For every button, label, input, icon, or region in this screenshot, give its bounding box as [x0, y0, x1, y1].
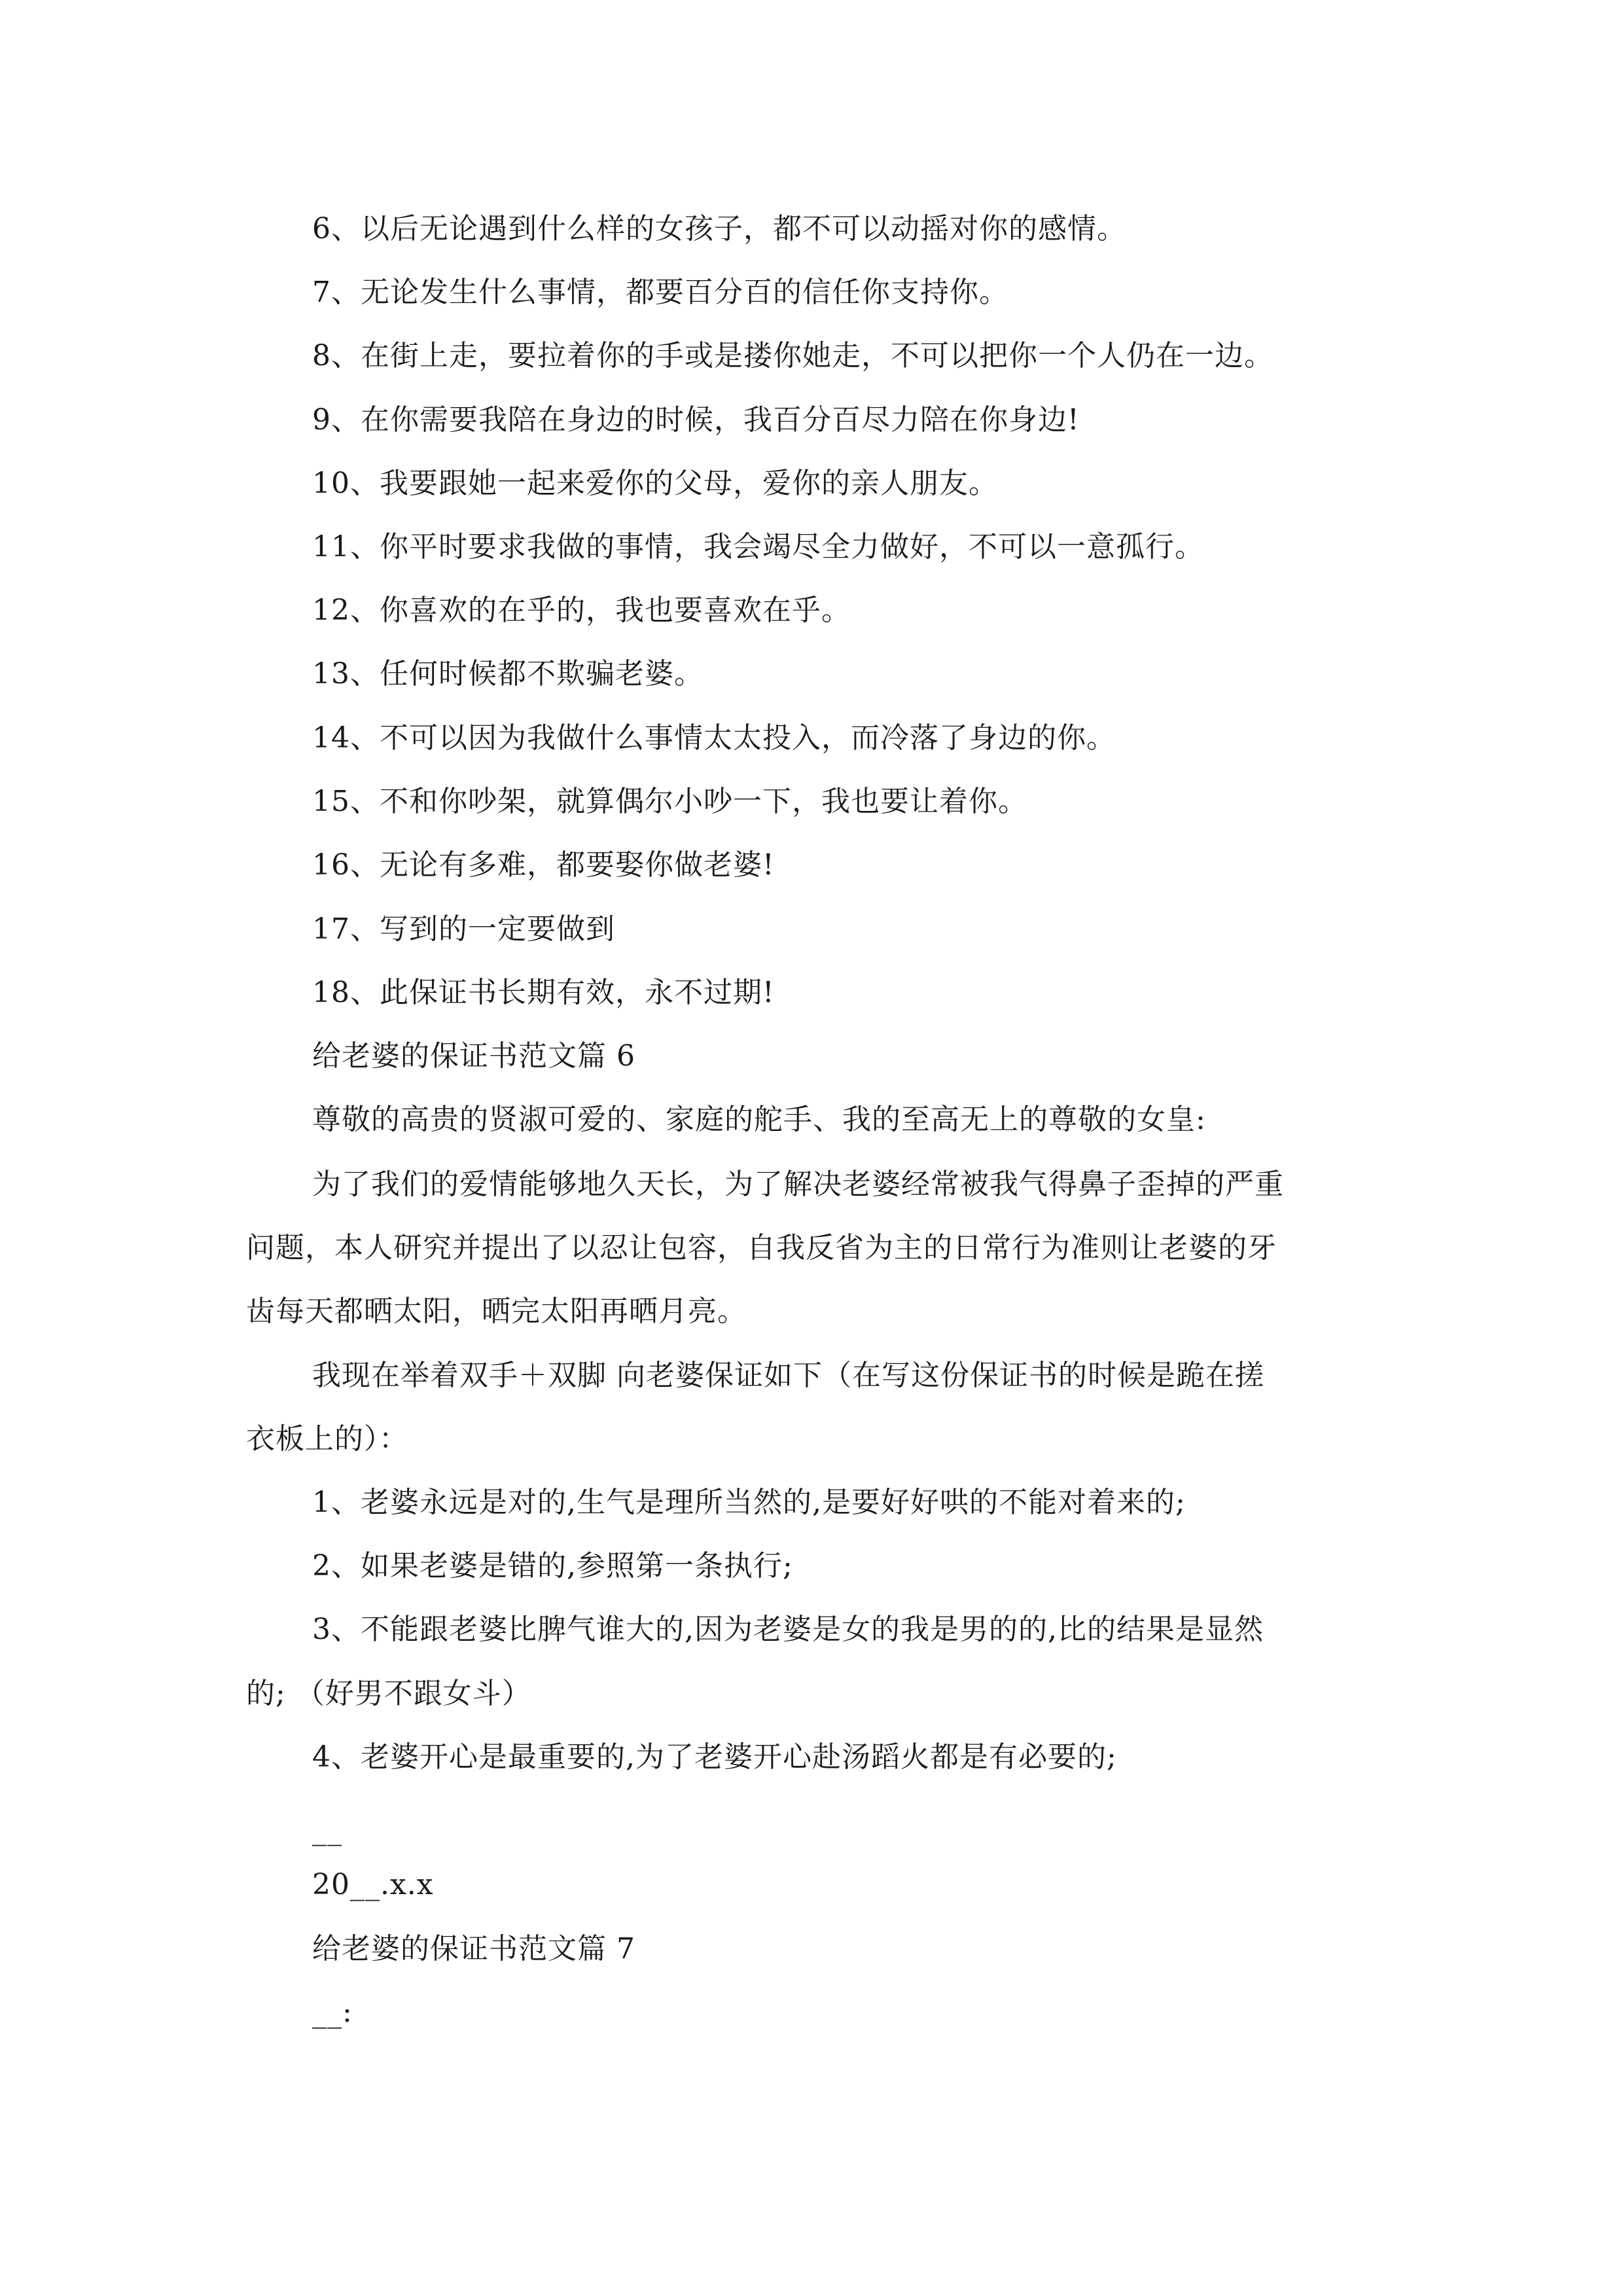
- rule-item: 的; （好男不跟女斗）: [246, 1677, 531, 1710]
- rule-item: 1、老婆永远是对的,生气是理所当然的,是要好好哄的不能对着来的;: [312, 1486, 1186, 1519]
- rule-item: 3、不能跟老婆比脾气谁大的,因为老婆是女的我是男的的,比的结果是显然: [312, 1613, 1264, 1646]
- list-item: 17、写到的一定要做到: [312, 912, 615, 946]
- signature-blank: __: [312, 1813, 342, 1846]
- rule-item: 4、老婆开心是最重要的,为了老婆开心赴汤蹈火都是有必要的;: [312, 1740, 1117, 1774]
- rule-item: 2、如果老婆是错的,参照第一条执行;: [312, 1549, 793, 1583]
- list-item: 11、你平时要求我做的事情，我会竭尽全力做好，不可以一意孤行。: [312, 530, 1204, 564]
- list-item: 14、不可以因为我做什么事情太太投入，而冷落了身边的你。: [312, 721, 1116, 755]
- list-item: 6、以后无论遇到什么样的女孩子，都不可以动摇对你的感情。: [312, 212, 1126, 245]
- list-item: 13、任何时候都不欺骗老婆。: [312, 657, 704, 691]
- salutation: __:: [312, 1996, 353, 2029]
- list-item: 10、我要跟她一起来爱你的父母，爱你的亲人朋友。: [312, 467, 998, 500]
- list-item: 12、你喜欢的在乎的，我也要喜欢在乎。: [312, 594, 851, 627]
- paragraph-line: 衣板上的）：: [246, 1422, 408, 1456]
- list-item: 9、在你需要我陪在身边的时候，我百分百尽力陪在你身边!: [312, 403, 1080, 437]
- paragraph-line: 为了我们的爱情能够地久天长，为了解决老婆经常被我气得鼻子歪掉的严重: [312, 1168, 1284, 1201]
- section-heading: 给老婆的保证书范文篇 6: [312, 1039, 635, 1073]
- paragraph-line: 我现在举着双手＋双脚 向老婆保证如下（在写这份保证书的时候是跪在搓: [312, 1359, 1264, 1392]
- list-item: 8、在街上走，要拉着你的手或是搂你她走，不可以把你一个人仍在一边。: [312, 339, 1274, 372]
- salutation: 尊敬的高贵的贤淑可爱的、家庭的舵手、我的至高无上的尊敬的女皇:: [312, 1103, 1206, 1136]
- list-item: 15、不和你吵架，就算偶尔小吵一下，我也要让着你。: [312, 785, 1027, 818]
- list-item: 16、无论有多难，都要娶你做老婆!: [312, 848, 775, 882]
- list-item: 18、此保证书长期有效，永不过期!: [312, 976, 775, 1009]
- paragraph-line: 问题，本人研究并提出了以忍让包容，自我反省为主的日常行为准则让老婆的牙: [246, 1231, 1277, 1265]
- paragraph-line: 齿每天都晒太阳，晒完太阳再晒月亮。: [246, 1295, 747, 1328]
- date-line: 20__.x.x: [312, 1868, 434, 1901]
- section-heading: 给老婆的保证书范文篇 7: [312, 1932, 635, 1965]
- list-item: 7、无论发生什么事情，都要百分百的信任你支持你。: [312, 276, 1008, 309]
